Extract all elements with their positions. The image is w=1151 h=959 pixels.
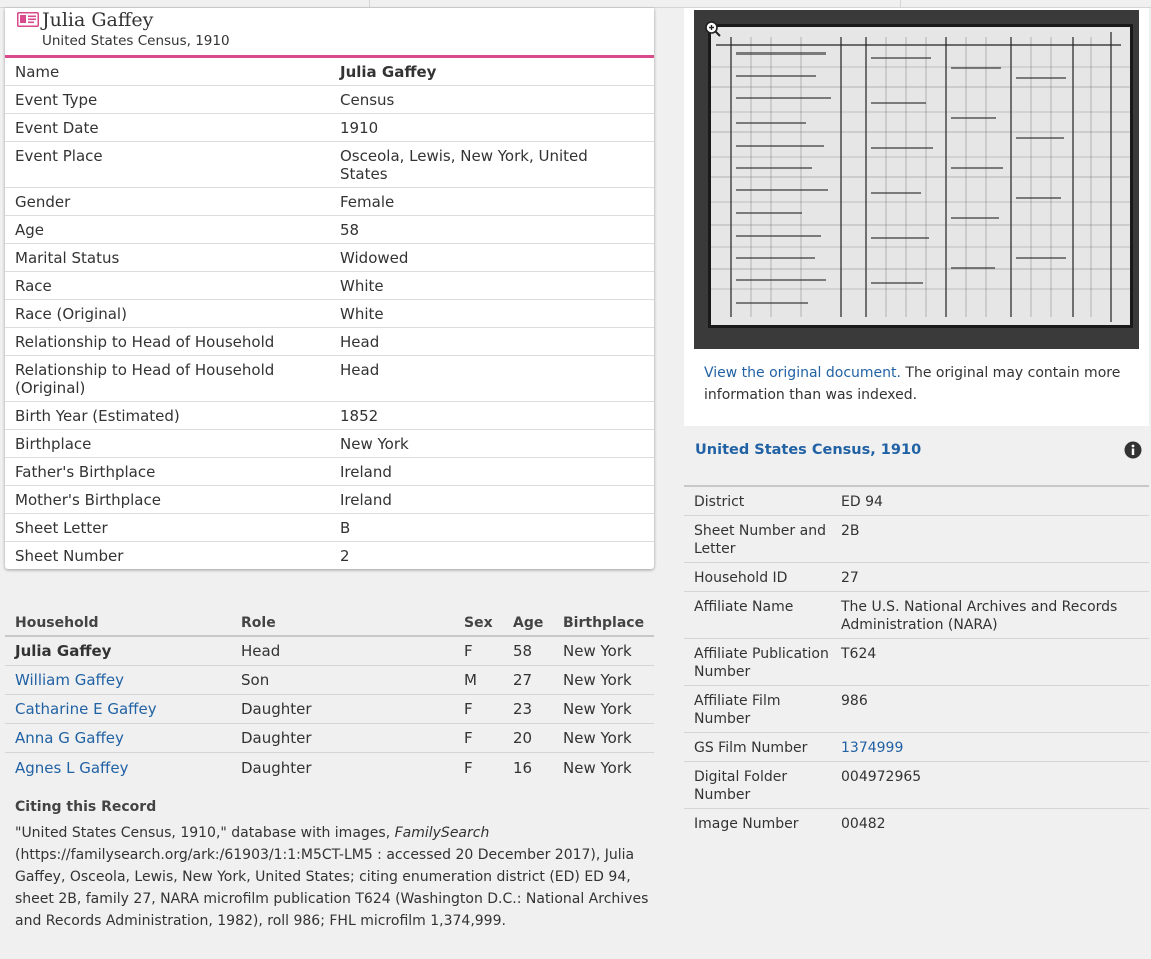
collection-link[interactable]: United States Census, 1910 bbox=[695, 442, 922, 458]
fact-row bbox=[5, 86, 654, 114]
fact-value: Head bbox=[340, 361, 380, 379]
detail-label: Affiliate Name bbox=[694, 599, 794, 615]
fact-label: Sheet Letter bbox=[15, 519, 108, 537]
image-panel bbox=[684, 8, 1149, 426]
fact-row bbox=[5, 356, 654, 402]
detail-row bbox=[684, 686, 1149, 733]
detail-value: The U.S. National Archives and Records Administration (NARA) bbox=[841, 599, 1118, 633]
fact-value: Census bbox=[340, 91, 395, 109]
fact-label: Relationship to Head of Household bbox=[15, 333, 275, 351]
fact-value: 58 bbox=[340, 221, 360, 239]
fact-row bbox=[5, 328, 654, 356]
detail-label: Affiliate Film Number bbox=[694, 693, 781, 727]
household-sex: F bbox=[464, 729, 473, 747]
detail-value: 27 bbox=[841, 570, 859, 586]
household-header bbox=[5, 611, 654, 637]
detail-label: GS Film Number bbox=[694, 740, 808, 756]
fact-row bbox=[5, 300, 654, 328]
citing-heading: Citing this Record bbox=[15, 799, 157, 815]
fact-row bbox=[5, 188, 654, 216]
census-page-image bbox=[708, 24, 1133, 328]
fact-label: Relationship to Head of Household (Original) bbox=[15, 361, 275, 397]
household-age: 16 bbox=[513, 758, 533, 777]
household-member-link[interactable]: William Gaffey bbox=[15, 671, 124, 689]
fact-value: White bbox=[340, 277, 384, 295]
household-role: Daughter bbox=[241, 729, 312, 747]
view-original-text: View the original document. The original may contain more information than was indexed. bbox=[704, 365, 1121, 403]
fact-row bbox=[5, 486, 654, 514]
detail-row bbox=[684, 762, 1149, 809]
detail-row bbox=[684, 563, 1149, 592]
fact-label: Event Type bbox=[15, 91, 98, 109]
detail-value: 00482 bbox=[841, 816, 886, 832]
facts-table bbox=[5, 58, 654, 569]
collection-details bbox=[684, 485, 1149, 837]
col-sex: Sex bbox=[464, 615, 493, 631]
fact-row bbox=[5, 272, 654, 300]
fact-row bbox=[5, 58, 654, 86]
fact-label: Birth Year (Estimated) bbox=[15, 407, 180, 425]
col-birthplace: Birthplace bbox=[563, 615, 645, 631]
fact-label: Birthplace bbox=[15, 435, 92, 453]
view-original-link[interactable]: View the original document. bbox=[704, 365, 901, 381]
fact-value: Female bbox=[340, 193, 395, 211]
fact-label: Mother's Birthplace bbox=[15, 491, 161, 509]
detail-label: Image Number bbox=[694, 816, 799, 832]
fact-label: Age bbox=[15, 221, 45, 239]
detail-label: Household ID bbox=[694, 570, 788, 586]
detail-value: 004972965 bbox=[841, 769, 922, 785]
fact-row bbox=[5, 216, 654, 244]
household-age: 23 bbox=[513, 700, 533, 718]
detail-label: Affiliate Publication Number bbox=[694, 646, 829, 680]
gs-film-number-link[interactable]: 1374999 bbox=[841, 740, 904, 756]
fact-row bbox=[5, 430, 654, 458]
household-birthplace: New York bbox=[563, 758, 632, 777]
fact-row bbox=[5, 514, 654, 542]
fact-value: Ireland bbox=[340, 463, 392, 481]
detail-label: District bbox=[694, 494, 745, 510]
fact-row bbox=[5, 142, 654, 188]
household-sex: F bbox=[464, 700, 473, 718]
household-role: Son bbox=[241, 671, 270, 689]
citation-text: "United States Census, 1910," database with images, FamilySearch (https://familysearch.org/ark:/61903/1:1:M5CT-LM5 : accessed 20 December 2017), Julia Gaffey, Osceola, Lewis, New York, United States; citing enumeration district (ED) ED 94, sheet 2B, family 27, NARA microfilm publication T624 (Washington D.C.: National Archives and Records Administration, 1982), roll 986; FHL microfilm 1,374,999. bbox=[15, 825, 649, 929]
detail-row bbox=[684, 592, 1149, 639]
citing-section bbox=[15, 799, 660, 932]
detail-value: 2B bbox=[841, 523, 860, 539]
detail-row bbox=[684, 809, 1149, 837]
household-birthplace: New York bbox=[563, 642, 632, 660]
household-birthplace: New York bbox=[563, 729, 632, 747]
col-household: Household bbox=[15, 615, 99, 631]
detail-row bbox=[684, 487, 1149, 516]
fact-value: Ireland bbox=[340, 491, 392, 509]
fact-label: Event Place bbox=[15, 147, 103, 165]
household-sex: F bbox=[464, 642, 473, 660]
household-age: 27 bbox=[513, 671, 533, 689]
col-age: Age bbox=[513, 615, 544, 631]
detail-row bbox=[684, 733, 1149, 762]
fact-row bbox=[5, 458, 654, 486]
detail-value: T624 bbox=[841, 646, 877, 662]
detail-row bbox=[684, 639, 1149, 686]
detail-row bbox=[684, 516, 1149, 563]
fact-value: Head bbox=[340, 333, 380, 351]
fact-value: Widowed bbox=[340, 249, 409, 267]
fact-label: Marital Status bbox=[15, 249, 120, 267]
household-sex: M bbox=[464, 671, 477, 689]
fact-label: Sheet Number bbox=[15, 547, 124, 565]
household-row bbox=[5, 637, 654, 666]
household-birthplace: New York bbox=[563, 671, 632, 689]
household-member-link[interactable]: Anna G Gaffey bbox=[15, 729, 124, 747]
record-collection: United States Census, 1910 bbox=[42, 33, 230, 49]
detail-label: Digital Folder Number bbox=[694, 769, 788, 803]
household-birthplace: New York bbox=[563, 700, 632, 718]
record-card-icon bbox=[17, 12, 39, 27]
household-sex: F bbox=[464, 758, 473, 777]
fact-row bbox=[5, 244, 654, 272]
fact-row bbox=[5, 114, 654, 142]
fact-label: Event Date bbox=[15, 119, 99, 137]
fact-label: Race bbox=[15, 277, 52, 295]
document-thumbnail[interactable] bbox=[694, 10, 1139, 349]
household-row bbox=[5, 753, 654, 782]
fact-value: B bbox=[340, 519, 351, 537]
fact-value: 1852 bbox=[340, 407, 379, 425]
household-row bbox=[5, 666, 654, 695]
fact-value: 2 bbox=[340, 547, 350, 565]
fact-value: New York bbox=[340, 435, 409, 453]
household-row bbox=[5, 724, 654, 753]
fact-label: Gender bbox=[15, 193, 71, 211]
household-member-link[interactable]: Catharine E Gaffey bbox=[15, 700, 157, 718]
fact-row bbox=[5, 542, 654, 569]
fact-value: Osceola, Lewis, New York, United States bbox=[340, 147, 588, 183]
fact-label: Race (Original) bbox=[15, 305, 127, 323]
fact-value: White bbox=[340, 305, 384, 323]
info-icon[interactable] bbox=[1124, 441, 1142, 459]
household-role: Daughter bbox=[241, 758, 312, 777]
household-name: Julia Gaffey bbox=[15, 642, 112, 660]
household-member-link[interactable]: Agnes L Gaffey bbox=[15, 758, 129, 777]
detail-value: 986 bbox=[841, 693, 868, 709]
col-role: Role bbox=[241, 615, 276, 631]
zoom-in-icon[interactable] bbox=[704, 20, 722, 38]
household-row bbox=[5, 695, 654, 724]
record-header bbox=[5, 8, 654, 58]
household-age: 20 bbox=[513, 729, 533, 747]
household-table bbox=[5, 611, 654, 782]
fact-row bbox=[5, 402, 654, 430]
record-card bbox=[5, 8, 654, 569]
household-role: Head bbox=[241, 642, 281, 660]
fact-label: Name bbox=[15, 63, 60, 81]
household-age: 58 bbox=[513, 642, 533, 660]
top-bar bbox=[0, 0, 1151, 8]
detail-label: Sheet Number and Letter bbox=[694, 523, 826, 557]
detail-value: ED 94 bbox=[841, 494, 883, 510]
household-role: Daughter bbox=[241, 700, 312, 718]
fact-label: Father's Birthplace bbox=[15, 463, 156, 481]
fact-value: 1910 bbox=[340, 119, 379, 137]
fact-value: Julia Gaffey bbox=[340, 63, 437, 81]
record-title: Julia Gaffey bbox=[42, 9, 154, 31]
